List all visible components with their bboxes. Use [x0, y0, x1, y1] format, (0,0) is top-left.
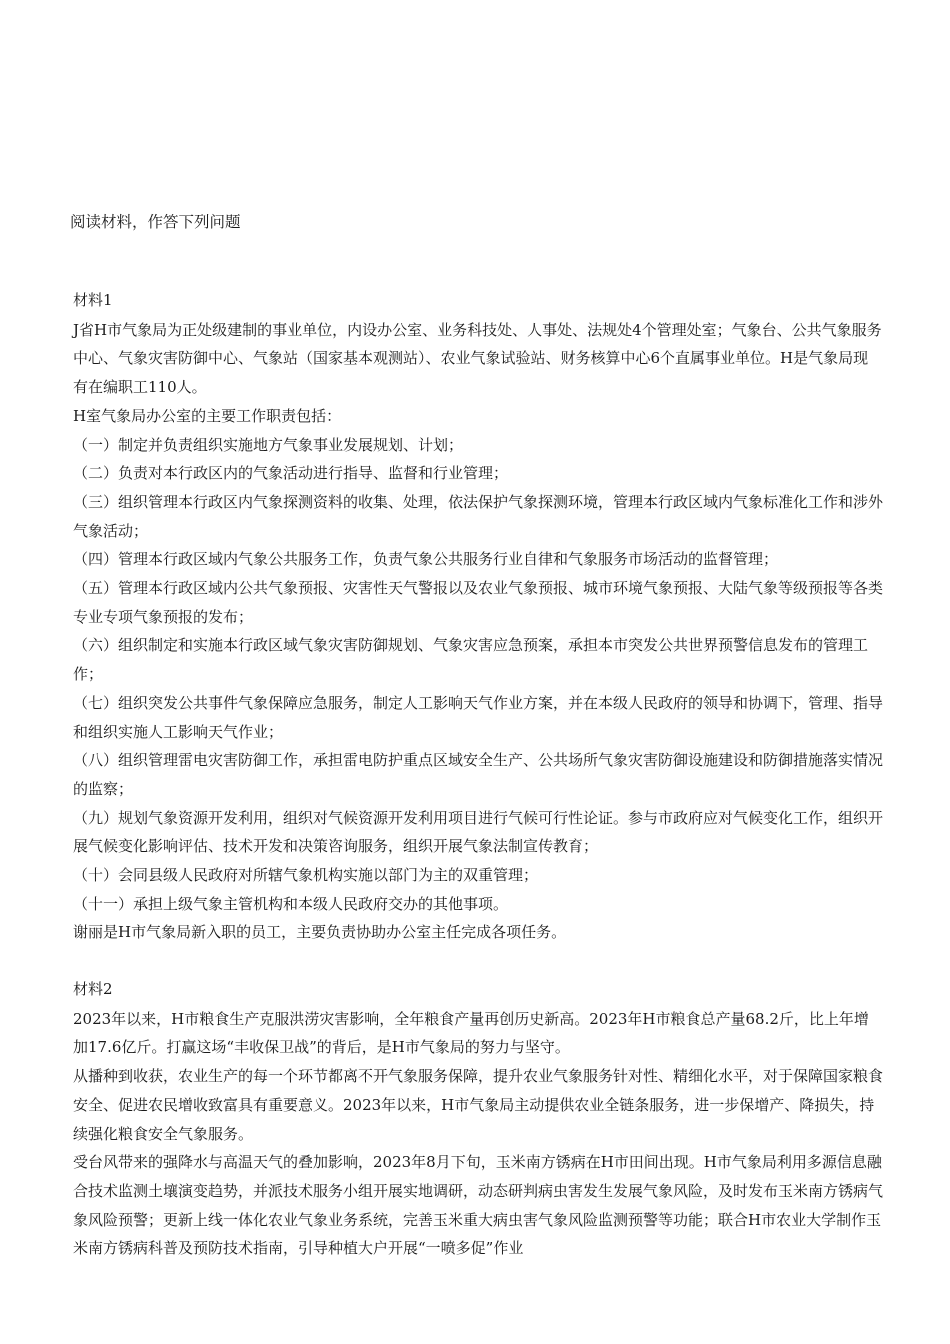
material-1-section [73, 286, 883, 947]
material-1-paragraph: （四）管理本行政区域内气象公共服务工作，负责气象公共服务行业自律和气象服务市场活动的监督管理； [73, 550, 779, 569]
material-1-paragraph: （五）管理本行政区域内公共气象预报、灾害性天气警报以及农业气象预报、城市环境气象预报、大陆气象等级预报等各类专业专项气象预报的发布； [73, 579, 884, 626]
question-heading: 阅读材料，作答下列问题 [70, 213, 241, 231]
material-2-paragraph: 受台风带来的强降水与高温天气的叠加影响，2023年8月下旬，玉米南方锈病在H市田间出现。H市气象局利用多源信息融合技术监测土壤演变趋势，并派技术服务小组开展实地调研，动态研判病虫害发生发展气象风险，及时发布玉米南方锈病气象风险预警；更新上线一体化农业气象业务系统，完善玉米重大病虫害气象风险监测预警等功能；联合H市农业大学制作玉米南方锈病科普及预防技术指南，引导种植大户开展“一喷多促”作业 [73, 1153, 884, 1258]
material-2-paragraph: 2023年以来，H市粮食生产克服洪涝灾害影响，全年粮食产量再创历史新高。2023年H市粮食总产量68.2斤，比上年增加17.6亿斤。打赢这场“丰收保卫战”的背后，是H市气象局的努力与坚守。 [73, 1009, 869, 1057]
material-1-paragraph: 谢丽是H市气象局新入职的员工，主要负责协助办公室主任完成各项任务。 [73, 923, 567, 942]
material-2-section [73, 975, 883, 1263]
material-1-paragraph: （十一）承担上级气象主管机构和本级人民政府交办的其他事项。 [73, 894, 509, 913]
material-2-title: 材料2 [73, 980, 113, 998]
material-1-paragraph: J省H市气象局为正处级建制的事业单位，内设办公室、业务科技处、人事处、法规处4个管理处室；气象台、公共气象服务中心、气象灾害防御中心、气象站（国家基本观测站）、农业气象试验站、财务核算中心6个直属事业单位。H是气象局现有在编职工110人。 [73, 320, 882, 397]
material-1-paragraph: （七）组织突发公共事件气象保障应急服务，制定人工影响天气作业方案，并在本级人民政府的领导和协调下，管理、指导和组织实施人工影响天气作业； [73, 693, 884, 741]
material-1-paragraph: （一）制定并负责组织实施地方气象事业发展规划、计划； [73, 435, 464, 454]
material-1-paragraph: H室气象局办公室的主要工作职责包括： [73, 406, 342, 425]
material-1-paragraph: （二）负责对本行政区内的气象活动进行指导、监督和行业管理； [73, 464, 509, 483]
material-1-paragraph: （八）组织管理雷电灾害防御工作，承担雷电防护重点区域安全生产、公共场所气象灾害防御设施建设和防御措施落实情况的监察； [73, 751, 884, 798]
material-1-paragraph: （六）组织制定和实施本行政区域气象灾害防御规划、气象灾害应急预案，承担本市突发公共世界预警信息发布的管理工作； [73, 636, 869, 684]
material-1-title: 材料1 [73, 291, 113, 309]
material-1-paragraph: （九）规划气象资源开发利用，组织对气候资源开发利用项目进行气候可行性论证。参与市政府应对气候变化工作，组织开展气候变化影响评估、技术开发和决策咨询服务，组织开展气象法制宣传教育； [73, 808, 884, 856]
material-1-paragraph: （十）会同县级人民政府对所辖气象机构实施以部门为主的双重管理； [73, 866, 539, 885]
material-1-paragraph: （三）组织管理本行政区内气象探测资料的收集、处理，依法保护气象探测环境，管理本行政区域内气象标准化工作和涉外气象活动； [73, 492, 884, 540]
material-2-paragraph: 从播种到收获，农业生产的每一个环节都离不开气象服务保障，提升农业气象服务针对性、精细化水平，对于保障国家粮食安全、促进农民增收致富具有重要意义。2023年以来，H市气象局主动提供农业全链条服务，进一步保增产、降损失，持续强化粮食安全气象服务。 [73, 1067, 884, 1143]
